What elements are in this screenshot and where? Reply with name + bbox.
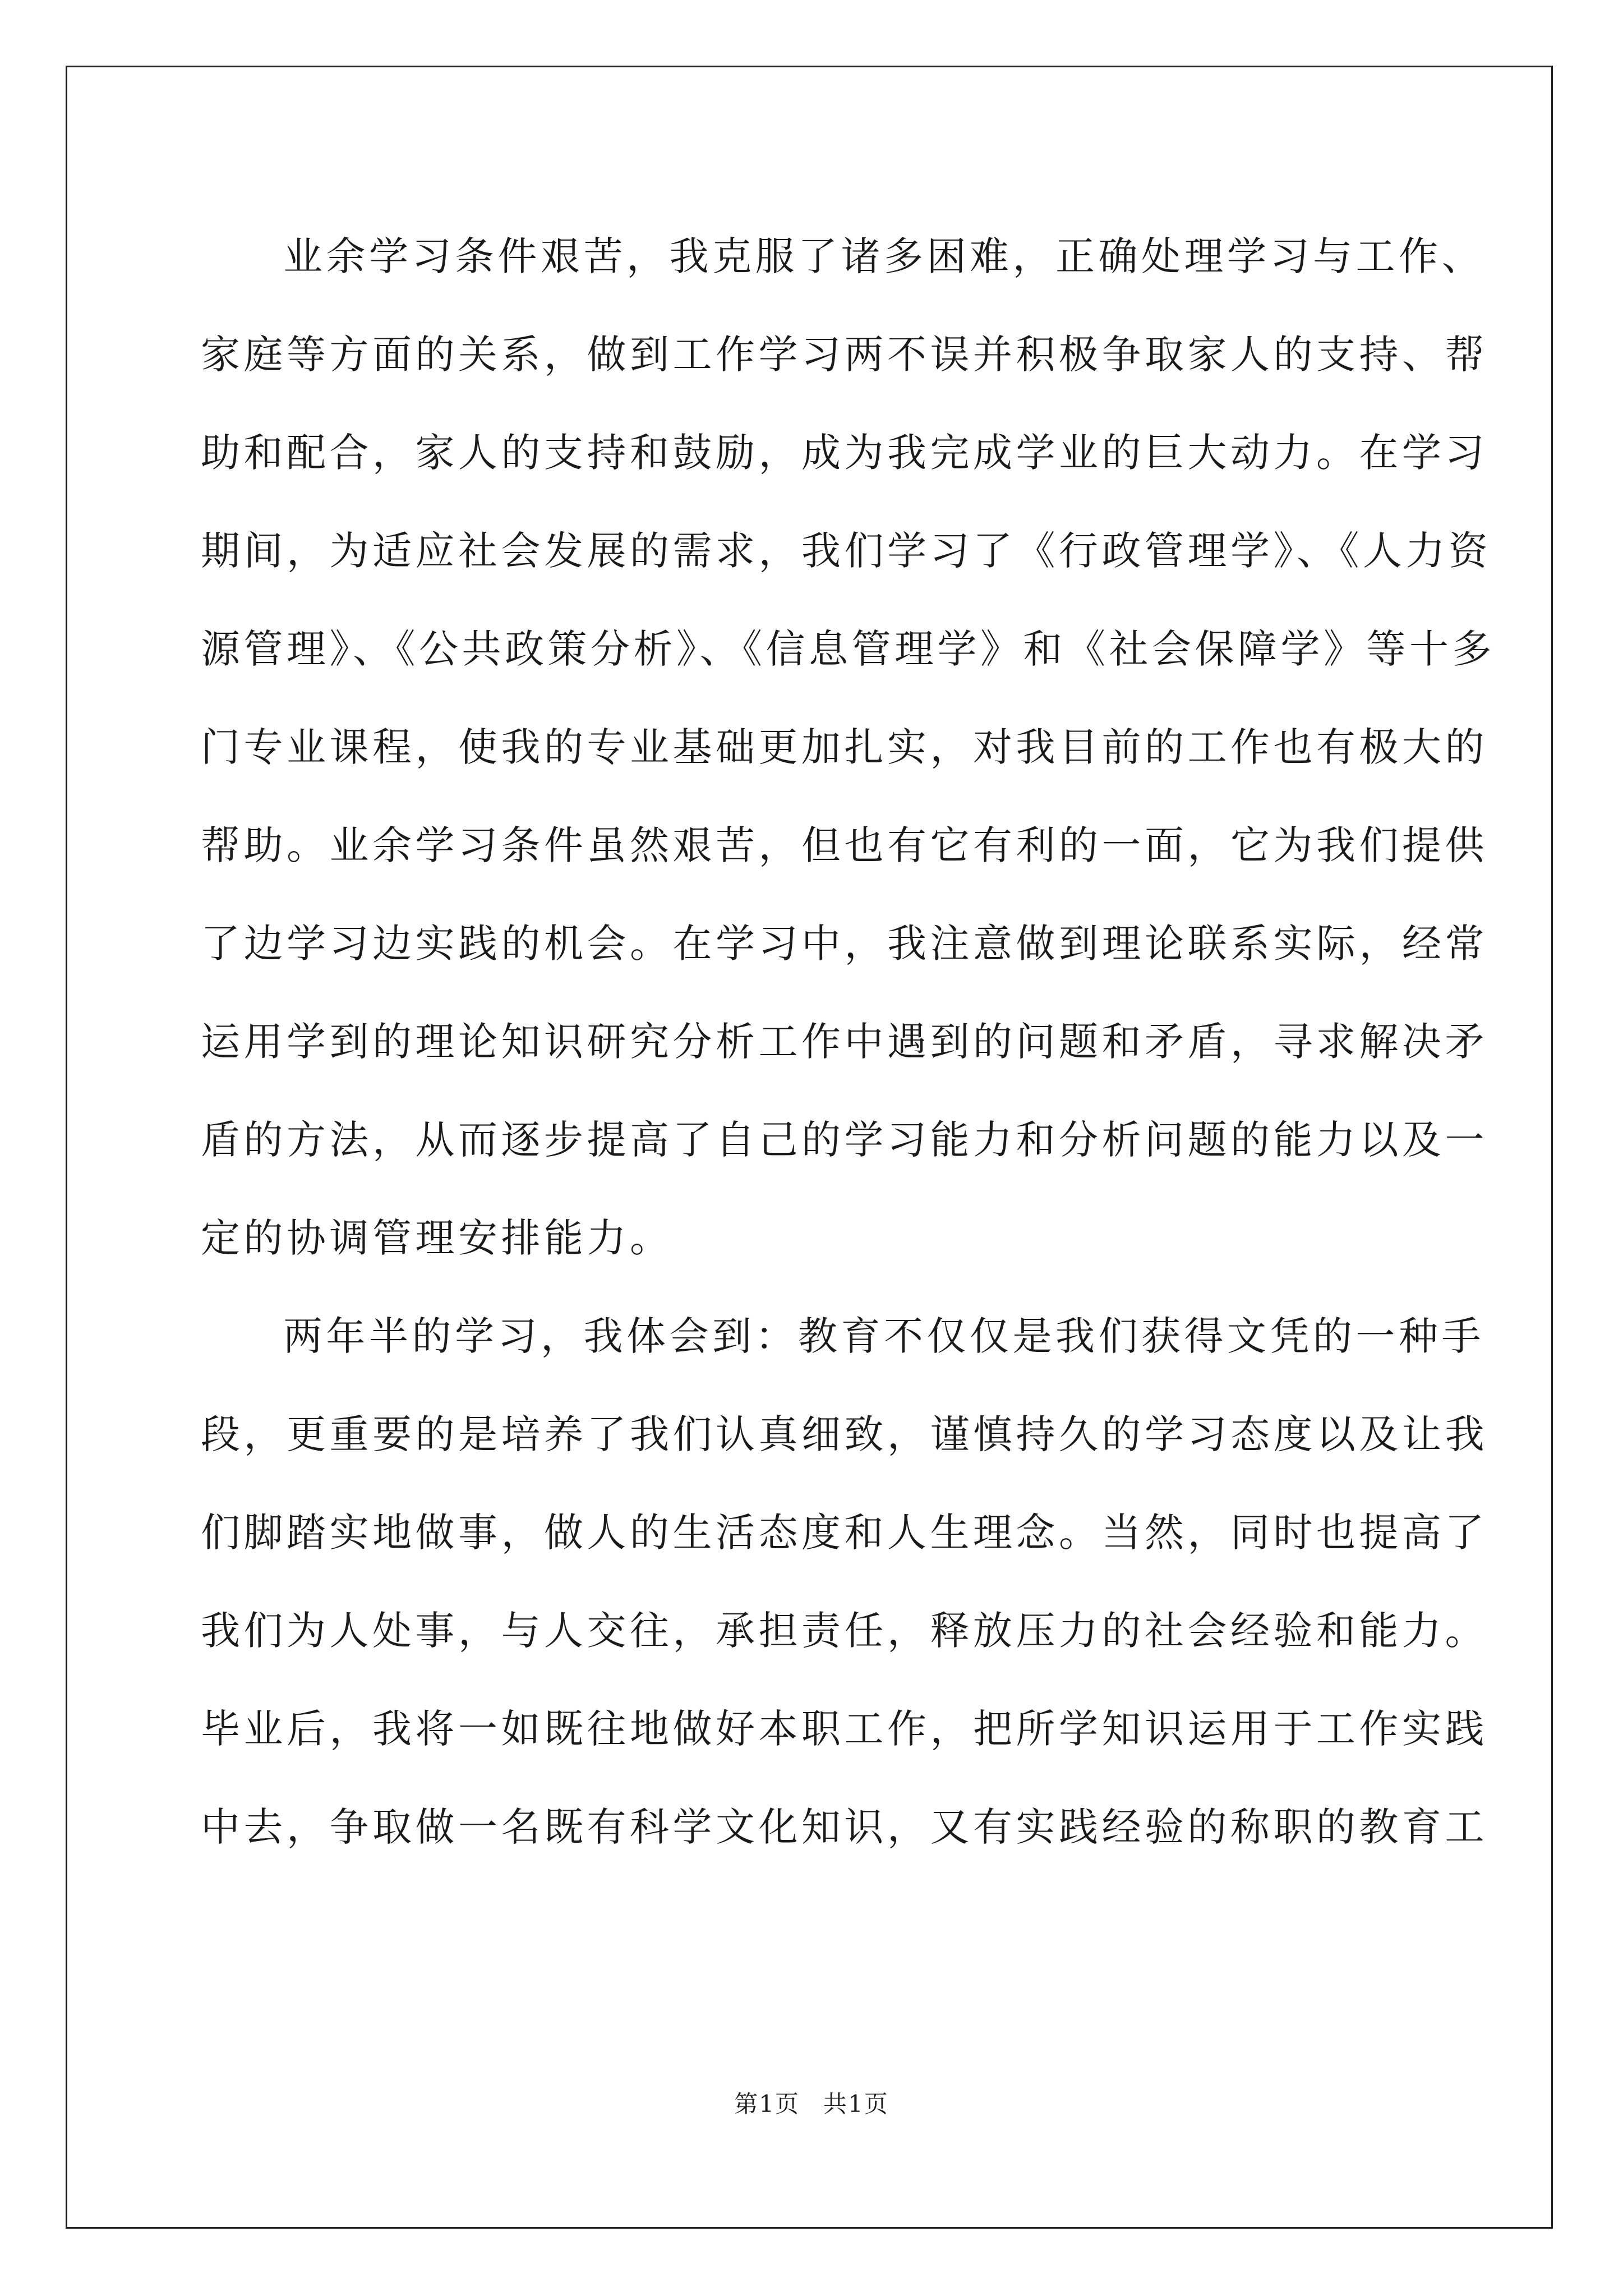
paragraph-2-line-2: 段，更重要的是培养了我们认真细致，谨慎持久的学习态度以及让我	[201, 1411, 1488, 1457]
paragraph-1-line-7: 帮助。业余学习条件虽然艰苦，但也有它有利的一面，它为我们提供	[201, 822, 1488, 868]
paragraph-1-line-2: 家庭等方面的关系，做到工作学习两不误并积极争取家人的支持、帮	[201, 332, 1488, 378]
paragraph-1-line-6: 门专业课程，使我的专业基础更加扎实，对我目前的工作也有极大的	[201, 724, 1488, 770]
paragraph-1-line-11: 定的协调管理安排能力。	[201, 1215, 673, 1261]
paragraph-2-line-1: 两年半的学习，我体会到：教育不仅仅是我们获得文凭的一种手	[283, 1313, 1484, 1359]
page-number: 第1页	[734, 2090, 800, 2118]
paragraph-1-line-4: 期间，为适应社会发展的需求，我们学习了《行政管理学》、《人力资	[201, 528, 1492, 574]
paragraph-2-line-6: 中去，争取做一名既有科学文化知识，又有实践经验的称职的教育工	[201, 1804, 1488, 1850]
page-footer	[0, 2086, 1623, 2119]
document-body	[201, 208, 1495, 1876]
paragraph-1-line-10: 盾的方法，从而逐步提高了自己的学习能力和分析问题的能力以及一	[201, 1117, 1488, 1163]
paragraph-2-line-5: 毕业后，我将一如既往地做好本职工作，把所学知识运用于工作实践	[201, 1706, 1488, 1752]
paragraph-1-line-9: 运用学到的理论知识研究分析工作中遇到的问题和矛盾，寻求解决矛	[201, 1019, 1488, 1065]
page-total: 共1页	[823, 2090, 889, 2118]
paragraph-2-line-3: 们脚踏实地做事，做人的生活态度和人生理念。当然，同时也提高了	[201, 1510, 1488, 1556]
paragraph-2-line-4: 我们为人处事，与人交往，承担责任，释放压力的社会经验和能力。	[201, 1608, 1488, 1654]
paragraph-1-line-8: 了边学习边实践的机会。在学习中，我注意做到理论联系实际，经常	[201, 921, 1488, 967]
paragraph-1-line-5: 源管理》、《公共政策分析》、《信息管理学》和《社会保障学》等十多	[201, 626, 1495, 672]
paragraph-1-line-1: 业余学习条件艰苦，我克服了诸多困难，正确处理学习与工作、	[283, 233, 1484, 279]
paragraph-1-line-3: 助和配合，家人的支持和鼓励，成为我完成学业的巨大动力。在学习	[201, 430, 1488, 476]
